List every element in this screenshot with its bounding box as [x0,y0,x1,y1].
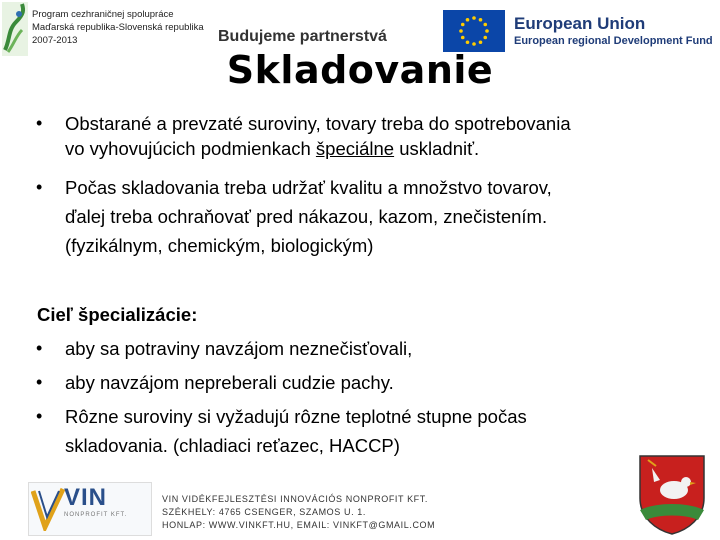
goal-bullet-3-line-2: skladovania. (chladiaci reťazec, HACCP) [65,435,400,456]
eu-star-icon [461,23,465,27]
eu-star-icon [472,42,476,46]
footer-line-2: SZÉKHELY: 4765 CSENGER, SZAMOS U. 1. [162,507,366,517]
program-logo-text [32,8,204,47]
bullet-1-line-2 [65,137,479,161]
slide-title: Skladovanie [226,48,494,92]
eu-star-icon [466,40,470,44]
footer-line-1: VIN VIDÉKFEJLESZTÉSI INNOVÁCIÓS NONPROFIT KFT. [162,494,428,504]
eu-star-icon [479,40,483,44]
program-line-1: Program cezhraničnej spolupráce [32,9,174,20]
eu-star-icon [483,23,487,27]
bullet-2-line-3: (fyzikálnym, chemickým, biologickým) [65,235,374,256]
bullet-1-line-1: Obstarané a prevzaté suroviny, tovary treba do spotrebovania [65,113,571,134]
eu-star-icon [461,36,465,40]
bullet-dot-icon: • [36,338,43,358]
eu-subtitle: European regional Development Fund [514,35,713,47]
coat-of-arms-icon [636,452,708,536]
footer-line-3: HONLAP: WWW.VINKFT.HU, EMAIL: VINKFT@GMAIL.COM [162,520,436,530]
bullet-1-line-2-part-1: vo vyhovujúcich podmienkach [65,138,316,159]
eu-star-icon [472,16,476,20]
goal-bullet-1: aby sa potraviny navzájom neznečisťovali, [65,338,413,359]
partnership-slogan: Budujeme partnerstvá [218,28,387,45]
eu-title: European Union [514,14,646,33]
eu-star-icon [485,29,489,33]
bullet-2-line-2: ďalej treba ochraňovať pred nákazou, kazom, znečistením. [65,206,548,227]
bullet-2-line-1: Počas skladovania treba udržať kvalitu a množstvo tovarov, [65,177,552,198]
vin-logo-mark-icon [31,487,65,531]
bullet-dot-icon: • [36,406,43,426]
program-line-3: 2007-2013 [32,35,78,46]
emphasis-special: špeciálne [315,138,395,159]
vin-logo-subtitle: NONPROFIT KFT. [64,512,128,518]
program-line-2: Maďarská republika-Slovenská republika [32,22,204,33]
bullet-dot-icon: • [36,372,43,392]
bullet-dot-icon: • [36,113,43,133]
goal-bullet-2: aby navzájom nepreberali cudzie pachy. [65,372,394,393]
eu-star-icon [483,36,487,40]
eu-star-icon [459,29,463,33]
eu-star-icon [466,18,470,22]
eu-flag-icon [443,10,505,52]
goal-bullet-3-line-1: Rôzne suroviny si vyžadujú rôzne teplotné stupne počas [65,406,527,427]
bullet-1-line-2-part-3: uskladniť. [394,138,480,159]
vin-logo-name: VIN [64,484,108,511]
eu-star-icon [479,18,483,22]
goal-heading: Cieľ špecializácie: [37,304,198,325]
organization-contact [162,493,435,532]
bullet-dot-icon: • [36,177,43,197]
